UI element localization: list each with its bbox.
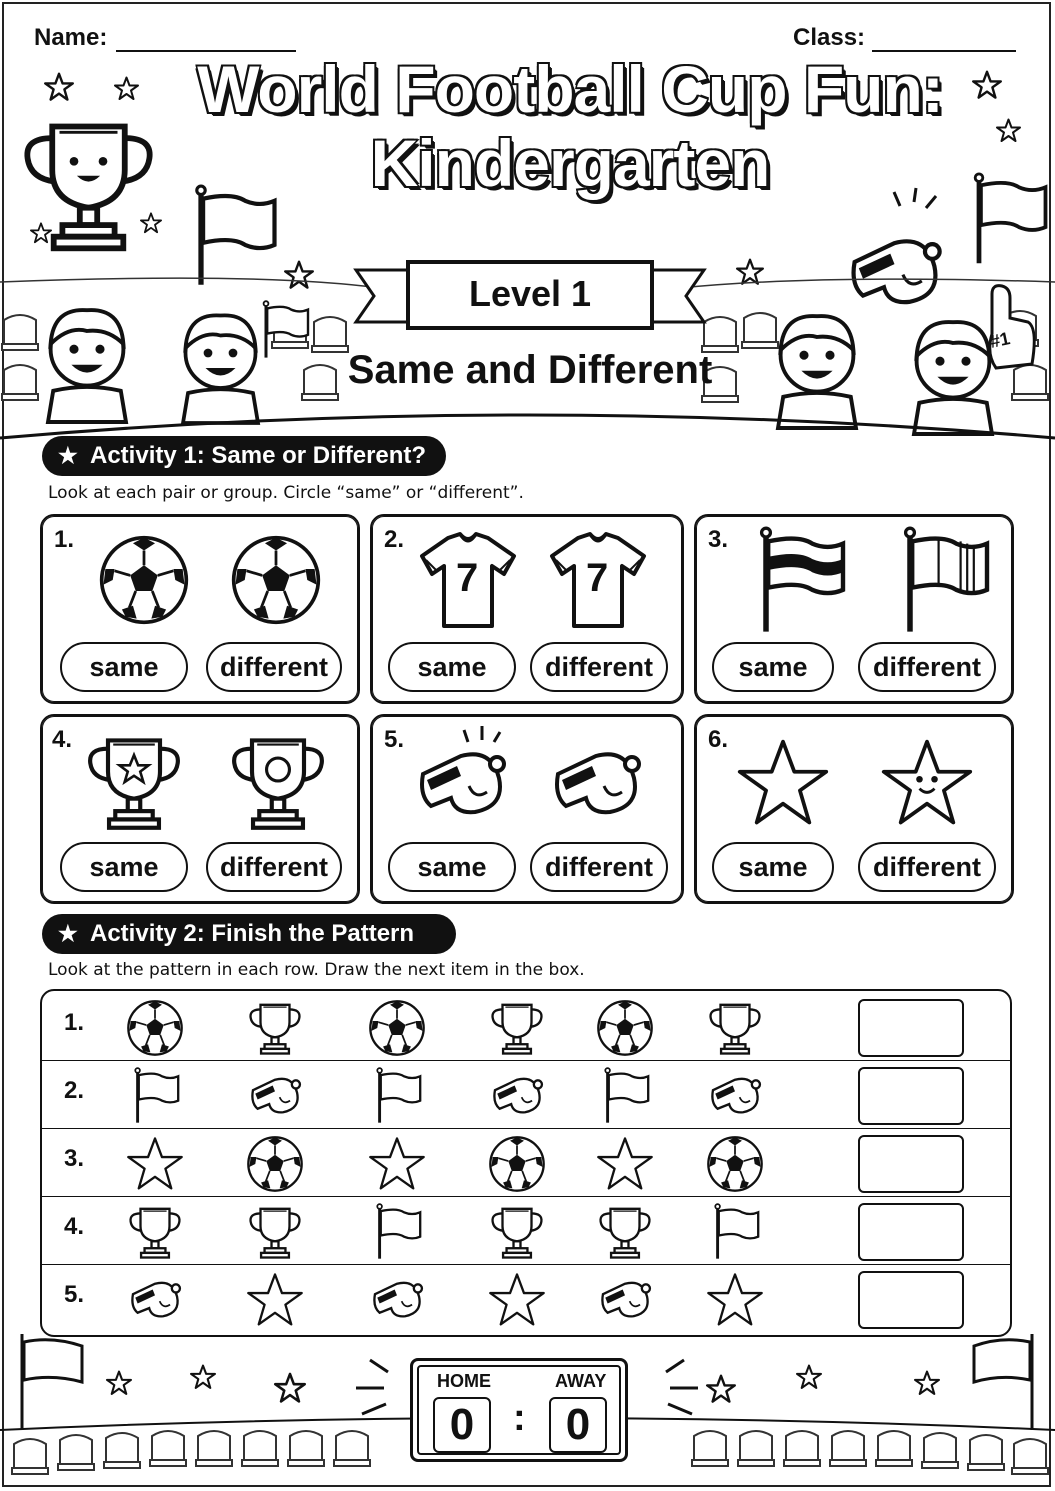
star-icon (488, 1271, 546, 1329)
score-separator: : (513, 1397, 526, 1439)
star-icon (115, 78, 138, 100)
title-line-2: Kindergarten (370, 126, 770, 200)
different-option[interactable]: different (206, 642, 342, 692)
item-number: 6. (708, 726, 729, 753)
soccer-ball-icon (246, 1135, 304, 1193)
whistle-icon (538, 734, 654, 834)
soccer-ball-icon (488, 1135, 546, 1193)
cheering-kid-icon (48, 310, 126, 422)
different-option[interactable]: different (206, 842, 342, 892)
level-label: Level 1 (468, 273, 592, 314)
answer-box[interactable] (858, 1271, 964, 1329)
home-score: 0 (433, 1397, 491, 1453)
star-icon (246, 1271, 304, 1329)
flag-icon (197, 186, 275, 285)
whistle-icon (488, 1067, 546, 1125)
soccer-ball-icon (126, 999, 184, 1057)
flag-horizontal-stripes-icon (744, 526, 854, 636)
soccer-ball-icon (596, 999, 654, 1057)
row-number: 4. (64, 1213, 85, 1240)
activity-1-card-3 (694, 514, 1014, 704)
foam-finger-label: #1 (988, 328, 1012, 352)
soccer-ball-icon (706, 1135, 764, 1193)
activity-2-instruction: Look at the pattern in each row. Draw the next item in the box. (48, 960, 585, 980)
flag-icon (368, 1067, 426, 1125)
activity-1-card-5 (370, 714, 684, 904)
activity-1-card-1 (40, 514, 360, 704)
trophy-star-icon (82, 730, 186, 834)
soccer-ball-icon (368, 999, 426, 1057)
smiling-star-icon (880, 736, 974, 830)
star-icon (997, 120, 1020, 142)
star-icon (126, 1135, 184, 1193)
away-score: 0 (549, 1397, 607, 1453)
different-option[interactable]: different (858, 642, 996, 692)
soccer-ball-icon (230, 534, 322, 626)
title-line-1: World Football Cup Fun: (197, 52, 943, 126)
soccer-ball-icon (98, 534, 190, 626)
item-number: 1. (54, 526, 75, 553)
different-option[interactable]: different (858, 842, 996, 892)
whistle-icon (706, 1067, 764, 1125)
trophy-icon (246, 1203, 304, 1261)
pattern-row (42, 1197, 1010, 1265)
same-option[interactable]: same (60, 642, 188, 692)
trophy-icon (246, 999, 304, 1057)
activity-1-instruction: Look at each pair or group. Circle “same” or “different”. (48, 483, 524, 503)
star-icon (31, 223, 51, 242)
flag-vertical-stripes-icon (888, 526, 998, 636)
item-number: 3. (708, 526, 729, 553)
answer-box[interactable] (858, 999, 964, 1057)
flag-icon (596, 1067, 654, 1125)
whistle-sound-lines (462, 724, 502, 750)
scoreboard (410, 1358, 628, 1462)
activity-1-card-4 (40, 714, 360, 904)
class-label: Class: (793, 24, 866, 51)
star-icon (141, 213, 161, 232)
away-label: AWAY (555, 1371, 607, 1391)
trophy-circle-icon (226, 730, 330, 834)
row-number: 3. (64, 1145, 85, 1172)
foam-finger-icon (990, 286, 1035, 368)
different-option[interactable]: different (530, 642, 668, 692)
trophy-icon (488, 1203, 546, 1261)
trophy-icon (488, 999, 546, 1057)
whistle-icon (368, 1271, 426, 1329)
activity-1-title: Activity 1: Same or Different? (90, 442, 427, 469)
star-icon: ★ (58, 921, 78, 946)
whistle-icon (596, 1271, 654, 1329)
cheering-kid-icon (914, 322, 992, 434)
cheering-kid-icon (778, 316, 856, 428)
item-number: 4. (52, 726, 73, 753)
jersey-number: 7 (586, 556, 609, 600)
pattern-row (42, 1265, 1010, 1333)
flag-icon (126, 1067, 184, 1125)
item-number: 2. (384, 526, 405, 553)
trophy-icon (706, 999, 764, 1057)
activity-2-title: Activity 2: Finish the Pattern (90, 920, 415, 947)
star-icon (736, 736, 830, 830)
flag-icon (706, 1203, 764, 1261)
pattern-row (42, 993, 1010, 1061)
same-option[interactable]: same (60, 842, 188, 892)
worksheet-subtitle: Same and Different (347, 348, 713, 392)
pattern-row (42, 1061, 1010, 1129)
star-icon (45, 74, 73, 100)
same-option[interactable]: same (712, 642, 834, 692)
star-icon: ★ (58, 443, 78, 468)
same-option[interactable]: same (712, 842, 834, 892)
flag-icon (368, 1203, 426, 1261)
row-number: 5. (64, 1281, 85, 1308)
activity-2-heading (42, 914, 456, 954)
name-label: Name: (34, 24, 108, 51)
star-icon (285, 262, 313, 288)
whistle-icon (126, 1271, 184, 1329)
different-option[interactable]: different (530, 842, 668, 892)
activity-1-heading (42, 436, 446, 476)
activity-1-card-6 (694, 714, 1014, 904)
pattern-row (42, 1129, 1010, 1197)
activity-1-card-2 (370, 514, 684, 704)
answer-box[interactable] (858, 1203, 964, 1261)
worksheet-title (150, 52, 990, 200)
trophy-icon (126, 1203, 184, 1261)
cheering-girl-icon (183, 315, 258, 423)
star-icon (737, 260, 763, 284)
star-icon (368, 1135, 426, 1193)
answer-box[interactable] (858, 1067, 964, 1125)
whistle-icon (854, 241, 940, 302)
same-option[interactable]: same (388, 842, 516, 892)
star-icon (706, 1271, 764, 1329)
jersey-number: 7 (456, 556, 479, 600)
star-icon (596, 1135, 654, 1193)
row-number: 1. (64, 1009, 85, 1036)
answer-box[interactable] (858, 1135, 964, 1193)
trophy-icon (596, 1203, 654, 1261)
pattern-table (40, 989, 1012, 1337)
item-number: 5. (384, 726, 405, 753)
whistle-icon (246, 1067, 304, 1125)
same-option[interactable]: same (388, 642, 516, 692)
home-label: HOME (437, 1371, 491, 1391)
row-number: 2. (64, 1077, 85, 1104)
